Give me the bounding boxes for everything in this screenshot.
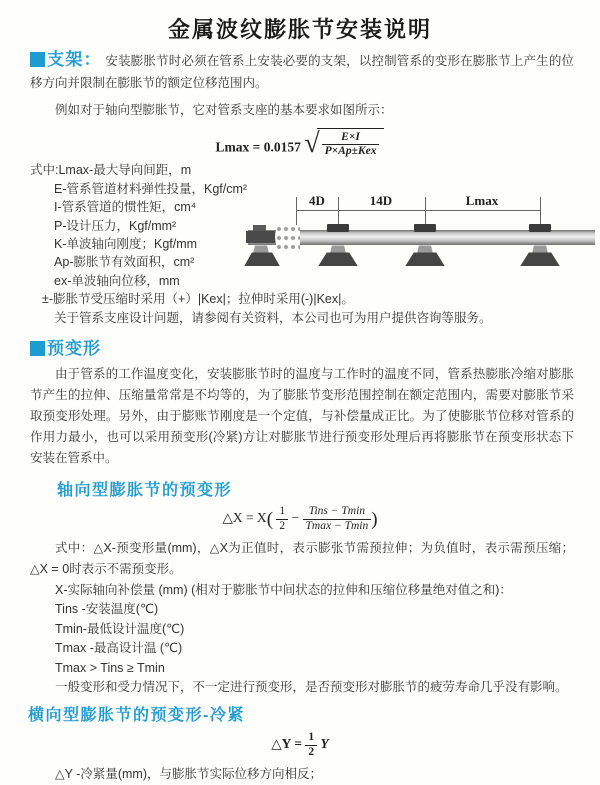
lmax-fraction-numerator: E×I	[341, 131, 360, 143]
axial-explain-text: 式中：△X-预变形量(mm)，△X为正值时，表示膨张节需预拉伸；为负值时，表示需预压缩；△X = 0时表示不需预变形。	[30, 540, 574, 576]
lateral-sub-heading: 横向型膨胀节的预变形-冷紧	[28, 707, 245, 725]
support-paragraph	[30, 49, 574, 94]
lateral-item-text: △Y -冷紧量(mm)，与膨胀节实际位移方向相反；	[55, 766, 323, 781]
definition-item: P-设计压力，Kgf/mm²	[54, 218, 177, 233]
definition-item: K-单波轴向刚度；Kgf/mm	[54, 237, 198, 252]
axial-formula-lhs: △X = X	[222, 510, 267, 526]
dimension-label-4d: 4D	[309, 193, 325, 209]
support-note-text: 关于管系支座设计问题，请参阅有关资料，本公司也可为用户提供咨询等服务。	[54, 310, 492, 325]
temperature-fraction	[303, 505, 372, 532]
support-intro-text: 安装膨胀节时必须在管系上安装必要的支架，以控制管系的变形在膨胀节上产生的位移方向并限制在膨胀节的额定位移范围内。	[30, 54, 574, 90]
lmax-fraction-denominator: P×Ap±Kex	[322, 144, 380, 158]
support-definitions-block	[30, 161, 600, 327]
pipe-support	[520, 219, 560, 277]
section-square-icon	[30, 341, 45, 356]
support-clamp	[414, 224, 436, 232]
predeform-body-text: 由于管系的工作温度变化，安装膨胀节时的温度与工作时的温度不同，管系热膨胀冷缩对膨胀节产生的拉伸、压缩量常常是不均等的，为了膨胀节变形范围控制在额定范围内，需要对膨胀节采取预变形处理。另外，由于膨账节刚度是一个定值，与补偿量成正比。为了使膨胀节位移对管系的作用力最小，也可以采用预变形(冷紧)方让对膨胀节进行预变形处理后再将膨胀节在预变形状态下安装在管系中。	[30, 367, 574, 466]
axial-item: Tmax -最高设计温 (℃)	[55, 641, 183, 656]
lmax-fraction	[322, 131, 380, 158]
axial-formula	[0, 505, 600, 532]
dimension-line	[296, 210, 540, 211]
support-example-text: 例如对于轴向型膨胀节，它对管系支座的基本要求如图所示：	[55, 103, 393, 117]
pipe-support-diagram	[242, 193, 600, 288]
support-base	[520, 252, 560, 266]
support-saddle	[330, 245, 346, 253]
dimension-label-lmax: Lmax	[465, 193, 499, 209]
support-base	[405, 252, 445, 266]
definition-item: Ap-膨胀节有效面积，cm²	[54, 255, 195, 270]
support-clamp	[529, 224, 551, 232]
half-denominator: 2	[276, 519, 288, 533]
definition-item: I-管系管道的惯性矩，cm⁴	[54, 200, 197, 215]
half-denominator: 2	[305, 745, 317, 759]
support-base	[318, 252, 358, 266]
axial-sub-heading: 轴向型膨胀节的预变形	[57, 482, 233, 500]
half-fraction	[305, 731, 317, 758]
support-saddle	[417, 245, 433, 253]
minus-operator: −	[291, 510, 300, 526]
axial-item: Tmax > Tins ≥ Tmin	[55, 660, 165, 675]
half-fraction	[276, 505, 288, 532]
support-section-label: 支架：	[47, 50, 102, 69]
page-title: 金属波纹膨胀节安装说明	[167, 17, 432, 42]
lateral-formula-lhs: △Y =	[271, 736, 302, 752]
lmax-formula-prefix: Lmax = 0.0157	[215, 139, 301, 155]
sqrt-radical	[304, 128, 384, 158]
sqrt-radicand	[317, 128, 385, 158]
anchor-bar	[246, 231, 275, 243]
close-paren: )	[371, 509, 378, 531]
axial-item: X-实际轴向补偿量 (mm) (相对于膨胀节中间状态的拉伸和压缩位移量绝对值之和)：	[55, 582, 512, 597]
lateral-formula-rhs: Y	[320, 736, 329, 752]
support-base	[244, 252, 280, 266]
definition-item: ex-单波轴向位移，mm	[54, 273, 180, 288]
lateral-formula	[0, 731, 600, 758]
pipe-support	[405, 219, 445, 277]
definition-item: ±-膨胀节受压缩时采用（+）|Kex|；拉伸时采用(-)|Kex|。	[42, 292, 354, 307]
predeform-section-heading	[30, 334, 600, 359]
dimension-tick	[296, 197, 297, 227]
dimension-label-14d: 14D	[369, 193, 393, 209]
support-clamp	[327, 224, 349, 232]
half-numerator: 1	[308, 731, 315, 744]
sqrt-glyph-icon: √	[304, 127, 320, 159]
axial-item: 一般变形和受力情况下，不一定进行预变形，是否预变形对膨胀节的疲劳寿命几乎没有影响。	[55, 679, 568, 694]
bellows-icon	[276, 225, 300, 251]
support-saddle	[253, 245, 269, 253]
definition-item: 式中:Lmax-最大导向间距，m	[30, 163, 192, 178]
axial-item: Tins -安装温度(℃)	[55, 602, 159, 617]
support-saddle	[532, 245, 548, 253]
axial-item-list	[0, 581, 600, 697]
predeform-heading-label: 预变形	[47, 339, 101, 359]
definition-item: E-管系管道材料弹性投量，Kgf/cm²	[54, 181, 248, 196]
lmax-formula	[0, 128, 600, 158]
axial-item: Tmin-最低设计温度(℃)	[55, 621, 185, 636]
pipe	[248, 230, 595, 245]
temperature-denominator: Tmax − Tmin	[303, 519, 372, 533]
temperature-numerator: Tins − Tmin	[308, 505, 366, 518]
open-paren: (	[266, 509, 274, 531]
half-numerator: 1	[279, 505, 286, 518]
pipe-support	[318, 219, 358, 277]
section-square-icon	[30, 52, 45, 67]
